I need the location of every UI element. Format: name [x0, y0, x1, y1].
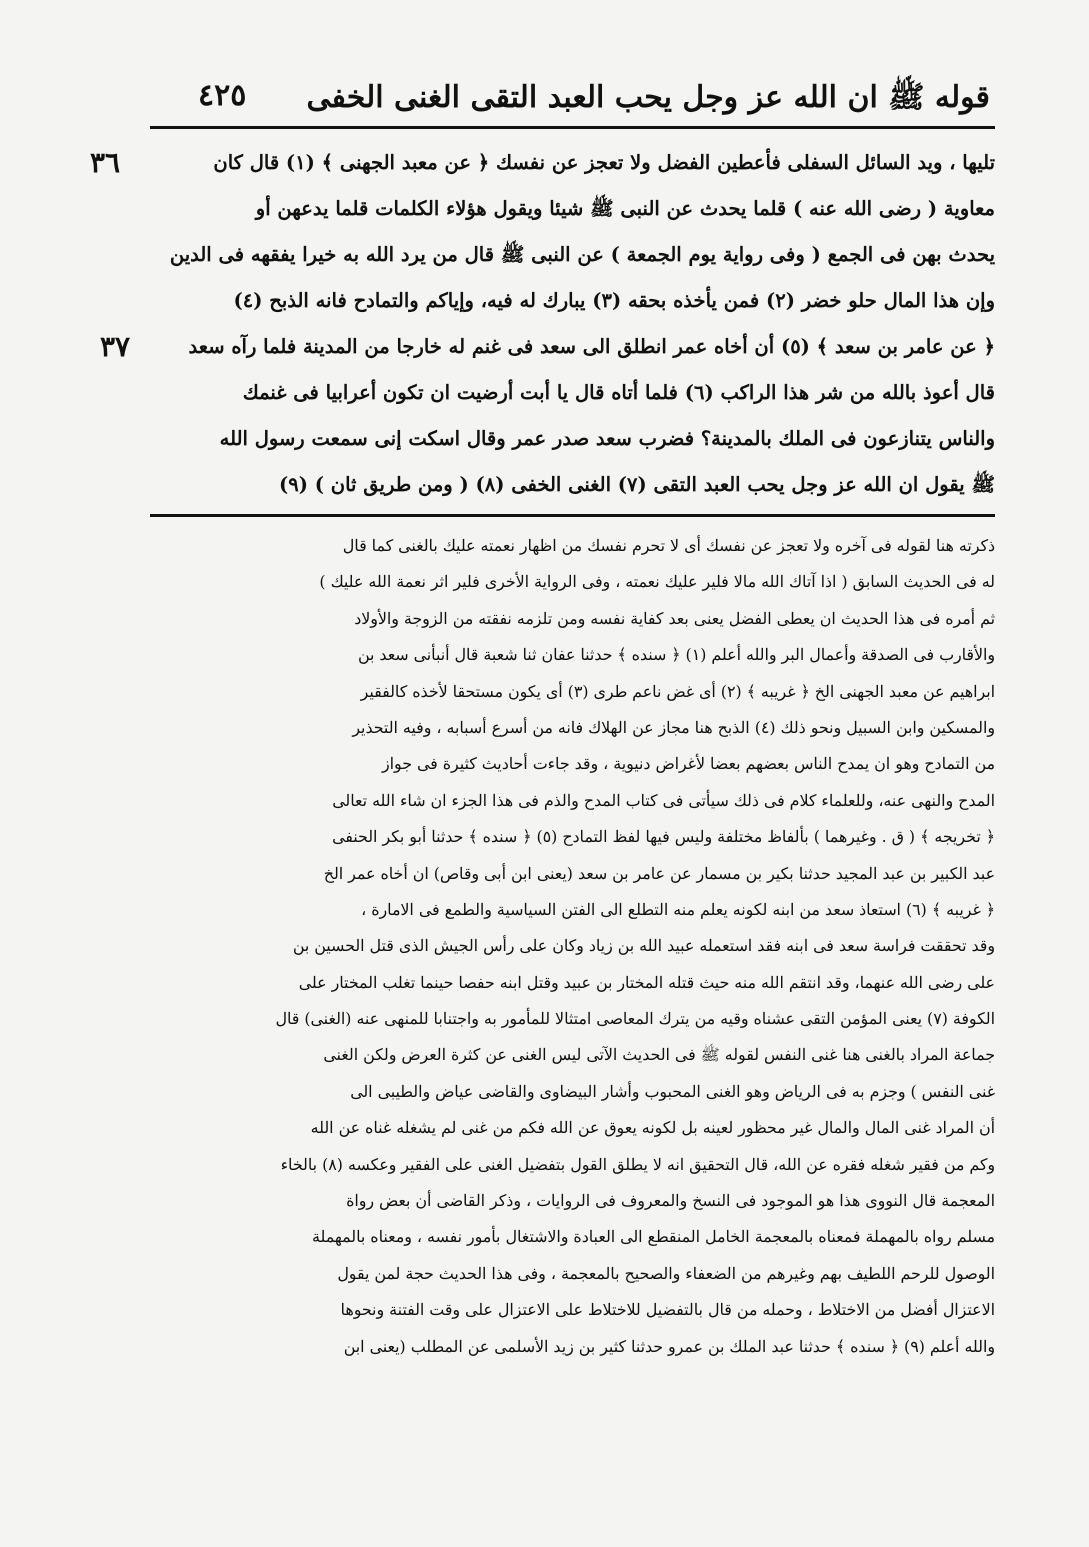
- commentary-line: عبد الكبير بن عبد المجيد حدثنا بكير بن مسمار عن عامر بن سعد (يعنى ابن أبى وقاص) ان أخاه عمر الخ: [323, 863, 995, 883]
- main-line: تليها ، ويد السائل السفلى فأعطين الفضل ولا تعجز عن نفسك ﴿ عن معبد الجهنى ﴾ (١) قال كان: [213, 151, 995, 174]
- commentary-line: الاعتزال أفضل من الاختلاط ، وحمله من قال بالتفضيل للاختلاط على الاعتزال على وقت الفتنة ونحوها: [340, 1300, 995, 1320]
- commentary-line: والله أعلم (٩) ﴿ سنده ﴾ حدثنا عبد الملك بن عمرو حدثنا كثير بن زيد الأسلمى عن المطلب (يعنى ابن: [343, 1336, 995, 1356]
- commentary-line: من التمادح وهو ان يمدح الناس بعضهم بعضا لأغراض دنيوية ، وقد جاءت أحاديث كثيرة فى جواز: [382, 754, 995, 774]
- commentary-line: مسلم رواه بالمهملة فمعناه بالمعجمة الخامل المنقطع الى العبادة والاشتغال بأمور نفسه ، ومعناه بالمهملة: [312, 1227, 995, 1247]
- main-line: معاوية ( رضى الله عنه ) قلما يحدث عن النبى ﷺ شيئا ويقول هؤلاء الكلمات قلما يدعهن أو: [255, 197, 995, 220]
- header-title: قوله ﷺ ان الله عز وجل يحب العبد التقى الغنى الخفى: [306, 79, 990, 115]
- commentary-line: المدح والنهى عنه، وللعلماء كلام فى ذلك سيأتى فى كتاب المدح والذم فى هذا الجزء ان شاء الله تعالى: [332, 790, 995, 810]
- commentary-line: المعجمة قال النووى هذا هو الموجود فى النسخ والمعروف فى الروايات ، وذكر القاضى أن بعض رواة: [346, 1191, 995, 1211]
- main-line: والناس يتنازعون فى الملك بالمدينة؟ فضرب سعد صدر عمر وقال اسكت إنى سمعت رسول الله: [219, 427, 995, 450]
- commentary-line: الوصول للرحم اللطيف بهم وغيرهم من الضعفاء والصحيح بالمعجمة ، وفى هذا الحديث حجة لمن يقول: [337, 1263, 995, 1283]
- commentary-line: الكوفة (٧) يعنى المؤمن التقى عشناه وقيه من يترك المعاصى امتثالا للمأمور به واجتنابا للمنهى عنه (الغنى) قال: [275, 1009, 995, 1029]
- commentary-line: ﴿ غريبه ﴾ (٦) استعاذ سعد من ابنه لكونه يعلم منه التطلع الى الفتن السياسية والطمع فى الامارة ،: [361, 899, 995, 919]
- main-line: ﴿ عن عامر بن سعد ﴾ (٥) أن أخاه عمر انطلق الى سعد فى غنم له خارجا من المدينة فلما رآه سعد: [188, 335, 995, 358]
- commentary-line: غنى النفس ) وجزم به فى الرياض وهو الغنى المحبوب وأشار البيضاوى والقاضى عياض والطيبى الى: [350, 1081, 995, 1101]
- commentary-line: ﴿ تخريجه ﴾ ( ق . وغيرهما ) بألفاظ مختلفة وليس فيها لفظ التمادح (٥) ﴿ سنده ﴾ حدثنا أبو بكر الحنفى: [332, 827, 995, 847]
- commentary-line: أن المراد غنى المال والمال غير محظور لعينه بل لكونه يعوق عن الله فكم من غنى لم يشغله غناه عن الله: [310, 1118, 995, 1138]
- commentary-line: والمسكين وابن السبيل ونحو ذلك (٤) الذبح هنا مجاز عن الهلاك فانه من أسرع أسبابه ، وفيه التحذير: [352, 717, 995, 737]
- header-divider: [150, 126, 995, 129]
- page-header: [170, 70, 990, 130]
- commentary-line: وقد تحققت فراسة سعد فى ابنه فقد استعمله عبيد الله بن زياد وكان على رأس الجيش الذى قتل الحسين بن: [292, 936, 995, 956]
- page-number: ٤٢٥: [198, 78, 247, 113]
- hadith-number-36: ٣٦: [90, 146, 121, 179]
- main-line: ﷺ يقول ان الله عز وجل يحب العبد التقى (٧) الغنى الخفى (٨) ( ومن طريق ثان ) (٩): [279, 473, 995, 496]
- main-line: وإن هذا المال حلو خضر (٢) فمن يأخذه بحقه (٣) يبارك له فيه، وإياكم والتمادح فانه الذبح (٤): [233, 289, 995, 312]
- commentary-line: والأقارب فى الصدقة وأعمال البر والله أعلم (١) ﴿ سنده ﴾ حدثنا عفان ثنا شعبة قال أنبأنى سعد بن: [357, 645, 995, 665]
- commentary-line: ثم أمره فى هذا الحديث ان يعطى الفضل يعنى بعد كفاية نفسه ومن تلزمه نفقته من الزوجة والأولاد: [354, 608, 995, 628]
- commentary-divider: [150, 514, 995, 517]
- commentary-line: وكم من فقير شغله فقره عن الله، قال التحقيق انه لا يطلق القول بتفضيل الغنى على الفقير وعكسه (٨) بالخاء: [280, 1154, 995, 1174]
- commentary-line: ذكرته هنا لقوله فى آخره ولا تعجز عن نفسك أى لا تحرم نفسك من اظهار نعمته عليك بالغنى كما قال: [342, 536, 995, 555]
- hadith-number-37: ٣٧: [100, 330, 131, 363]
- commentary-line: له فى الحديث السابق ( اذا آتاك الله مالا فلير عليك نعمته ، وفى الرواية الأخرى فلير اثر نعمة الله عليك ): [319, 572, 995, 592]
- hadith-text: [150, 140, 995, 508]
- commentary-line: جماعة المراد بالغنى هنا غنى النفس لقوله ﷺ فى الحديث الآتى ليس الغنى عن كثرة العرض ولكن الغنى: [323, 1045, 995, 1065]
- commentary-line: على رضى الله عنهما، وقد انتقم الله منه حيث قتله المختار بن عبيد وقتل ابنه حفصا حينما تغلب المختار على: [298, 972, 995, 992]
- main-line: قال أعوذ بالله من شر هذا الراكب (٦) فلما أتاه قال يا أبت أرضيت ان تكون أعرابيا فى غنمك: [242, 381, 995, 404]
- main-line: يحدث بهن فى الجمع ( وفى رواية يوم الجمعة ) عن النبى ﷺ قال من يرد الله به خيرا يفقهه فى الدين: [169, 243, 995, 266]
- commentary-line: ابراهيم عن معبد الجهنى الخ ﴿ غريبه ﴾ (٢) أى غض ناعم طرى (٣) أى يكون مستحقا لأخذه كالفقير: [360, 681, 995, 701]
- commentary-text: [150, 528, 995, 1365]
